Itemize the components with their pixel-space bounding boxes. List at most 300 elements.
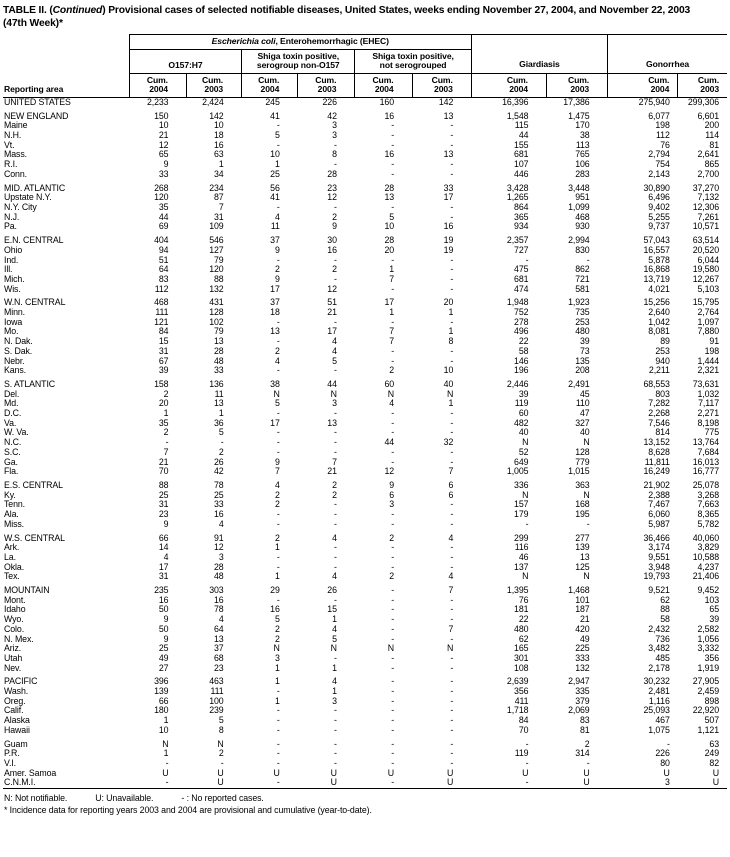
value-cell: 864 [514, 202, 529, 212]
reporting-area-cell: Colo. [4, 623, 25, 634]
table-row [3, 97, 727, 107]
value-cell: 3,829 [697, 542, 719, 553]
value-cell: 7,663 [697, 499, 719, 510]
value-cell: 70 [518, 724, 529, 735]
table-row [3, 213, 727, 223]
reporting-area-cell: Fla. [4, 466, 19, 477]
value-cell: 803 [655, 388, 670, 399]
value-cell: 10,571 [692, 221, 719, 232]
value-cell: - [450, 202, 454, 212]
value-cell: - [391, 159, 395, 170]
value-cell: 2 [274, 489, 280, 500]
value-cell: 42 [327, 110, 337, 121]
value-cell: U [330, 777, 337, 788]
value-cell: - [525, 757, 529, 768]
reporting-area-cell: La. [4, 551, 16, 562]
value-cell: 253 [575, 316, 590, 327]
value-cell: 110 [575, 398, 590, 409]
value-cell: 25,093 [643, 705, 670, 716]
value-cell: 8 [218, 724, 224, 735]
value-cell: 36 [214, 417, 224, 428]
value-cell: - [276, 365, 280, 376]
value-cell: 198 [704, 345, 719, 356]
value-cell: 139 [154, 686, 169, 697]
value-cell: 16,396 [502, 96, 529, 107]
value-cell: 3 [274, 652, 280, 663]
value-cell: U [522, 767, 529, 778]
value-cell: 120 [154, 192, 169, 203]
value-cell: - [450, 561, 454, 572]
value-cell: 9,521 [648, 585, 670, 596]
value-cell: 16 [384, 149, 395, 160]
value-cell: 4,237 [697, 561, 719, 572]
value-cell: 3,174 [648, 542, 670, 553]
value-cell: 1 [389, 307, 395, 318]
value-cell: 100 [209, 695, 224, 706]
value-cell: - [276, 715, 280, 726]
value-cell: 754 [655, 159, 670, 170]
value-cell: 4 [274, 479, 280, 490]
cum-2003-giardiasis-header: Cum. 2003 [546, 73, 607, 97]
value-cell: U [712, 777, 719, 788]
value-cell: 23 [327, 182, 337, 193]
value-cell: 2,432 [648, 623, 670, 634]
value-cell: 13 [443, 110, 454, 121]
value-cell: 2,143 [648, 168, 670, 179]
value-cell: 3 [332, 695, 337, 706]
value-cell: 13 [270, 326, 280, 337]
value-cell: - [276, 724, 280, 735]
table-row [3, 586, 727, 596]
value-cell: 6,060 [648, 509, 670, 520]
value-cell: 180 [154, 705, 169, 716]
value-cell: 7,132 [697, 192, 719, 203]
value-cell: - [276, 594, 280, 605]
value-cell: - [450, 686, 454, 697]
value-cell: - [450, 446, 454, 457]
value-cell: 120 [209, 264, 224, 275]
ehec-italic-label: Escherichia coli [211, 36, 276, 46]
value-cell: 2 [274, 532, 280, 543]
value-cell: 35 [158, 202, 169, 212]
value-cell: 21 [580, 614, 590, 625]
reporting-area-cell: Alaska [4, 715, 30, 726]
value-cell: 5 [332, 633, 337, 644]
value-cell: - [334, 715, 337, 726]
reporting-area-cell: Calif. [4, 705, 24, 716]
reporting-area-cell: N.H. [4, 130, 22, 141]
value-cell: 135 [575, 355, 590, 366]
value-cell: 7 [448, 585, 454, 596]
value-cell: 507 [704, 715, 719, 726]
serogroup-line2: serogroup non-O157 [256, 60, 340, 71]
value-cell: - [450, 417, 454, 428]
value-cell: 396 [154, 676, 169, 687]
value-cell: 16 [270, 604, 280, 615]
value-cell: - [334, 499, 337, 510]
value-cell: 80 [660, 757, 670, 768]
value-cell: 13 [580, 551, 590, 562]
table-row [3, 778, 727, 788]
value-cell: - [450, 355, 454, 366]
value-cell: 4,021 [648, 283, 670, 294]
value-cell: 101 [575, 594, 590, 605]
value-cell: U [330, 767, 337, 778]
value-cell: 22,920 [692, 705, 719, 716]
value-cell: 22 [518, 614, 529, 625]
value-cell: 66 [158, 695, 169, 706]
table-row [3, 677, 727, 687]
value-cell: 68,553 [643, 378, 670, 389]
value-cell: - [391, 695, 395, 706]
reporting-area-cell: Hawaii [4, 724, 30, 735]
value-cell: 7,467 [648, 499, 670, 510]
reporting-area-cell: Upstate N.Y. [4, 192, 52, 203]
value-cell: 38 [270, 378, 280, 389]
value-cell: 5 [274, 398, 280, 409]
value-cell: 779 [575, 456, 590, 467]
value-cell: 31 [158, 499, 169, 510]
value-cell: 6 [448, 489, 454, 500]
value-cell: 2,357 [506, 235, 529, 246]
value-cell: 1,468 [568, 585, 590, 596]
value-cell: - [391, 202, 395, 212]
value-cell: - [165, 777, 169, 788]
value-cell: 109 [209, 221, 224, 232]
value-cell: 13,719 [643, 273, 670, 284]
value-cell: 727 [514, 244, 529, 255]
reporting-area-cell: Mont. [4, 594, 26, 605]
title-continued: Continued [52, 5, 103, 16]
table-row [3, 520, 727, 530]
table-row [3, 481, 727, 491]
value-cell: - [276, 509, 280, 520]
value-cell: 7 [332, 456, 337, 467]
value-cell: 32 [443, 437, 454, 448]
value-cell: 41 [270, 110, 280, 121]
reporting-area-cell: S. ATLANTIC [4, 378, 56, 389]
value-cell: - [525, 777, 529, 788]
value-cell: - [276, 561, 280, 572]
value-cell: 35 [158, 417, 169, 428]
value-cell: 31 [158, 345, 169, 356]
value-cell: - [450, 499, 454, 510]
value-cell: N [330, 643, 337, 654]
value-cell: 37 [214, 643, 224, 654]
value-cell: - [276, 120, 280, 131]
value-cell: 3,948 [648, 561, 670, 572]
value-cell: 17 [327, 326, 337, 337]
table-row [3, 467, 727, 477]
table-row [3, 654, 727, 664]
value-cell: 463 [209, 676, 224, 687]
value-cell: - [391, 724, 395, 735]
value-cell: - [450, 264, 454, 275]
value-cell: - [391, 748, 395, 759]
table-row [3, 184, 727, 194]
value-cell: 65 [158, 149, 169, 160]
value-cell: 7 [218, 202, 224, 212]
value-cell: 1 [448, 398, 454, 409]
table-row [3, 390, 727, 400]
value-cell: 119 [514, 748, 529, 759]
table-row [3, 448, 727, 458]
table-row [3, 759, 727, 769]
value-cell: 480 [514, 623, 529, 634]
value-cell: 25,078 [692, 479, 719, 490]
value-cell: 1 [274, 695, 280, 706]
table-row [3, 347, 727, 357]
value-cell: - [391, 446, 395, 457]
reporting-area-cell: Ind. [4, 254, 19, 265]
value-cell: 4 [389, 398, 395, 409]
value-cell: 84 [158, 326, 169, 337]
value-cell: 28 [384, 182, 395, 193]
value-cell: N [273, 388, 280, 399]
value-cell: 7,282 [648, 398, 670, 409]
value-cell: 4 [274, 211, 280, 222]
value-cell: 21 [158, 456, 169, 467]
value-cell: 13,152 [643, 437, 670, 448]
value-cell: 765 [575, 149, 590, 160]
value-cell: 47 [580, 408, 590, 419]
value-cell: - [391, 456, 395, 467]
value-cell: 2,424 [202, 96, 224, 107]
value-cell: 22 [518, 336, 529, 347]
value-cell: 8 [332, 149, 337, 160]
reporting-area-cell: Ala. [4, 509, 19, 520]
value-cell: 1,015 [568, 466, 590, 477]
table-row [3, 275, 727, 285]
value-cell: 65 [709, 604, 719, 615]
value-cell: 2,446 [506, 378, 529, 389]
value-cell: 7 [274, 466, 280, 477]
value-cell: 10 [158, 724, 169, 735]
value-cell: 25 [158, 643, 169, 654]
value-cell: 6,077 [648, 110, 670, 121]
value-cell: 1,923 [568, 297, 590, 308]
value-cell: 26 [327, 585, 337, 596]
value-cell: U [583, 767, 590, 778]
value-cell: - [450, 748, 454, 759]
reporting-area-cell: W.S. CENTRAL [4, 532, 65, 543]
value-cell: 2,271 [697, 408, 719, 419]
value-cell: 81 [709, 139, 719, 150]
value-cell: 170 [575, 120, 590, 131]
value-cell: 468 [575, 211, 590, 222]
value-cell: 365 [514, 211, 529, 222]
reporting-area-cell: UNITED STATES [4, 96, 71, 107]
ehec-rest-label: , Enterohemorrhagic (EHEC) [275, 36, 389, 46]
value-cell: 30,232 [643, 676, 670, 687]
value-cell: 268 [154, 182, 169, 193]
value-cell: 73,631 [692, 378, 719, 389]
value-cell: 115 [514, 120, 529, 131]
value-cell: 2 [218, 748, 224, 759]
value-cell: 2 [389, 365, 395, 376]
value-cell: - [334, 738, 337, 749]
value-cell: 5 [332, 355, 337, 366]
cum-2003-gonorrhea-header: Cum. 2003 [678, 73, 727, 97]
value-cell: - [450, 120, 454, 131]
value-cell: - [276, 705, 280, 716]
title-rest: ) Provisional cases of selected notifiable diseases, United States, weeks ending November 27, 2004, and November 22, 2003 [102, 5, 691, 16]
value-cell: 9,551 [648, 551, 670, 562]
value-cell: 16 [214, 139, 224, 150]
cum-2004-gonorrhea-header: Cum. 2004 [608, 73, 678, 97]
title-week: (47th Week)* [3, 17, 63, 29]
value-cell: - [450, 408, 454, 419]
value-cell: 5,878 [648, 254, 670, 265]
value-cell: 5,255 [648, 211, 670, 222]
value-cell: 7 [163, 446, 169, 457]
reporting-area-cell: Minn. [4, 307, 26, 318]
reporting-area-cell: MOUNTAIN [4, 585, 50, 596]
value-cell: - [334, 652, 337, 663]
reporting-area-cell: Mo. [4, 326, 19, 337]
value-cell: - [450, 757, 454, 768]
reporting-area-cell: Del. [4, 388, 20, 399]
value-cell: 1,444 [697, 355, 719, 366]
value-cell: 8,628 [648, 446, 670, 457]
value-cell: 2,459 [697, 686, 719, 697]
value-cell: 18 [214, 130, 224, 141]
value-cell: 15,795 [692, 297, 719, 308]
value-cell: 87 [214, 192, 224, 203]
reporting-area-cell: Wash. [4, 686, 29, 697]
value-cell: 16,249 [643, 466, 670, 477]
value-cell: 16,868 [643, 264, 670, 275]
reporting-area-cell: E.S. CENTRAL [4, 479, 63, 490]
value-cell: - [391, 168, 395, 179]
value-cell: 5 [274, 614, 280, 625]
value-cell: 475 [514, 264, 529, 275]
value-cell: 132 [575, 662, 590, 673]
notifiable-diseases-table [3, 34, 727, 789]
reporting-area-cell: D.C. [4, 408, 22, 419]
reporting-area-cell: N.J. [4, 211, 20, 222]
value-cell: 1 [448, 326, 454, 337]
value-cell: - [391, 120, 395, 131]
table-row [3, 236, 727, 246]
value-cell: 275,940 [638, 96, 670, 107]
value-cell: 103 [704, 594, 719, 605]
value-cell: 128 [209, 307, 224, 318]
value-cell: 2 [584, 738, 590, 749]
table-row [3, 131, 727, 141]
value-cell: 13,764 [692, 437, 719, 448]
gonorrhea-header: Gonorrhea [608, 35, 727, 74]
value-cell: - [586, 757, 590, 768]
value-cell: - [391, 130, 395, 141]
value-cell: - [450, 509, 454, 520]
value-cell: - [391, 757, 395, 768]
value-cell: 16 [327, 244, 337, 255]
value-cell: 16 [158, 594, 169, 605]
value-cell: 951 [575, 192, 590, 203]
value-cell: 6,601 [697, 110, 719, 121]
reporting-area-cell: N.C. [4, 437, 22, 448]
table-row [3, 337, 727, 347]
value-cell: 2,582 [697, 623, 719, 634]
value-cell: 41 [270, 192, 280, 203]
value-cell: - [525, 254, 529, 265]
value-cell: - [450, 633, 454, 644]
value-cell: 168 [575, 499, 590, 510]
value-cell: 10 [158, 120, 169, 131]
reporting-area-cell: W.N. CENTRAL [4, 297, 66, 308]
value-cell: 1 [389, 264, 395, 275]
value-cell: 84 [518, 715, 529, 726]
value-cell: 200 [704, 120, 719, 131]
value-cell: 20 [443, 297, 454, 308]
value-cell: 160 [379, 96, 395, 107]
value-cell: 5 [218, 427, 224, 438]
value-cell: N [273, 643, 280, 654]
reporting-area-cell: Nev. [4, 662, 22, 673]
value-cell: 17 [270, 283, 280, 294]
value-cell: 17 [270, 417, 280, 428]
value-cell: 15 [327, 604, 337, 615]
value-cell: 157 [514, 499, 529, 510]
value-cell: 76 [660, 139, 670, 150]
table-row [3, 121, 727, 131]
reporting-area-cell: N. Mex. [4, 633, 34, 644]
value-cell: 63,514 [692, 235, 719, 246]
value-cell: 50 [158, 623, 169, 634]
table-row [3, 458, 727, 468]
value-cell: 11 [270, 221, 280, 232]
value-cell: 25 [158, 489, 169, 500]
value-cell: 37,270 [692, 182, 719, 193]
value-cell: - [276, 446, 280, 457]
reporting-area-cell: Amer. Samoa [4, 767, 57, 778]
value-cell: 20 [384, 244, 395, 255]
value-cell: - [334, 757, 337, 768]
reporting-area-cell: S.C. [4, 446, 21, 457]
value-cell: 81 [580, 724, 590, 735]
value-cell: 181 [514, 604, 529, 615]
value-cell: 23 [158, 509, 169, 520]
value-cell: 5,987 [648, 518, 670, 529]
value-cell: 57,043 [643, 235, 670, 246]
value-cell: N [387, 388, 395, 399]
value-cell: - [450, 705, 454, 716]
value-cell: 411 [514, 695, 529, 706]
value-cell: 1,075 [648, 724, 670, 735]
value-cell: 4 [332, 676, 337, 687]
value-cell: - [391, 254, 395, 265]
value-cell: 102 [209, 316, 224, 327]
value-cell: - [391, 551, 395, 562]
value-cell: 3 [218, 551, 224, 562]
table-row [3, 318, 727, 328]
value-cell: - [276, 139, 280, 150]
value-cell: - [525, 518, 529, 529]
value-cell: 303 [209, 585, 224, 596]
reporting-area-cell: Tex. [4, 571, 20, 582]
value-cell: 2 [274, 623, 280, 634]
value-cell: 278 [514, 316, 529, 327]
value-cell: N [217, 738, 224, 749]
value-cell: 940 [655, 355, 670, 366]
value-cell: - [334, 365, 337, 376]
value-cell: 1,919 [697, 662, 719, 673]
value-cell: - [391, 652, 395, 663]
value-cell: - [334, 509, 337, 520]
value-cell: N [522, 489, 529, 500]
value-cell: 15,256 [643, 297, 670, 308]
